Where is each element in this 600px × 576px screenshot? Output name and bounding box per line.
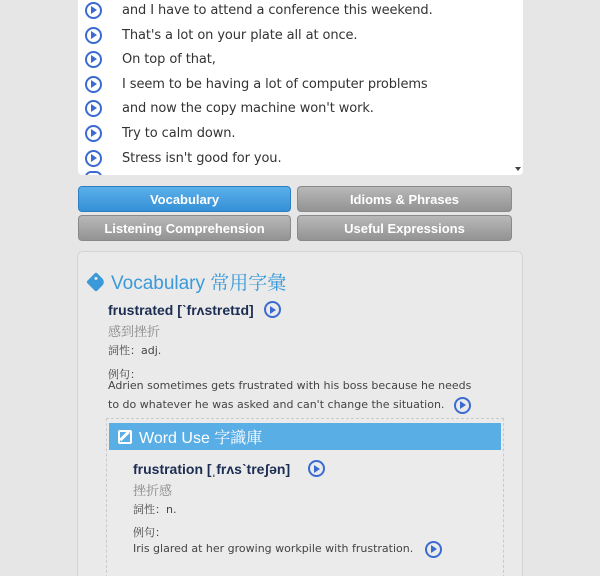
worduse-word: frustration [ˌfrʌsˋtreʃən]	[133, 460, 291, 477]
play-icon[interactable]	[85, 76, 102, 93]
vocab-part-of-speech: 詞性：adj.	[108, 344, 162, 357]
play-icon[interactable]	[85, 171, 102, 175]
dialogue-line	[78, 23, 508, 47]
worduse-example	[133, 539, 503, 558]
example-label: 例句：	[108, 368, 141, 381]
tab-useful-expressions[interactable]: Useful Expressions	[297, 215, 512, 241]
play-icon[interactable]	[85, 2, 102, 19]
vocab-word-row	[108, 301, 281, 318]
tab-listening-comprehension[interactable]: Listening Comprehension	[78, 215, 291, 241]
dialogue-line-text: That's a lot on your plate all at once.	[122, 27, 358, 43]
vocab-example	[108, 376, 478, 414]
vocabulary-heading	[86, 268, 286, 295]
dialogue-list[interactable]	[78, 0, 523, 175]
dialogue-line-text: Stress isn't good for you.	[122, 150, 282, 166]
dialogue-line-text: I seem to be having a lot of computer problems	[122, 76, 428, 92]
play-icon[interactable]	[85, 125, 102, 142]
play-icon[interactable]	[264, 301, 281, 318]
play-icon[interactable]	[85, 150, 102, 167]
dialogue-line	[78, 96, 508, 120]
play-icon[interactable]	[85, 100, 102, 117]
play-icon[interactable]	[85, 27, 102, 44]
play-icon[interactable]	[425, 541, 442, 558]
dialogue-line-text: and now the copy machine won't work.	[122, 100, 374, 116]
worduse-word-row	[133, 460, 325, 477]
word-use-title: Word Use 字識庫	[139, 430, 263, 447]
dialogue-line	[78, 72, 508, 96]
worduse-example-text: Iris glared at her growing workpile with frustration.	[133, 542, 414, 555]
word-use-section	[106, 418, 504, 576]
vocab-chinese: 感到挫折	[108, 324, 161, 339]
vocabulary-panel	[77, 251, 523, 576]
dialogue-line-text: On top of that,	[122, 51, 216, 67]
example-label: 例句：	[133, 526, 166, 539]
scroll-down-arrow[interactable]	[515, 167, 521, 171]
word-use-header	[109, 423, 501, 450]
vocab-example-text: Adrien sometimes gets frustrated with his boss because he needs to do whatever he was asked and can't change the situation.	[108, 379, 472, 411]
dialogue-line	[78, 47, 508, 71]
worduse-part-of-speech: 詞性：n.	[133, 503, 177, 516]
dialogue-line	[78, 146, 508, 170]
play-icon[interactable]	[85, 51, 102, 68]
tab-vocabulary[interactable]: Vocabulary	[78, 186, 291, 212]
edit-icon	[118, 430, 132, 444]
vocabulary-title: Vocabulary 常用字彙	[111, 273, 287, 294]
dialogue-line-text: and I have to attend a conference this weekend.	[122, 2, 433, 18]
play-icon[interactable]	[454, 397, 471, 414]
tab-idioms-phrases[interactable]: Idioms & Phrases	[297, 186, 512, 212]
dialogue-line	[78, 121, 508, 145]
worduse-chinese: 挫折感	[133, 483, 173, 498]
tag-icon	[86, 272, 106, 292]
vocab-word: frustrated [ˋfrʌstretɪd]	[108, 301, 254, 318]
dialogue-line-text: Try to calm down.	[122, 125, 236, 141]
play-icon[interactable]	[308, 460, 325, 477]
dialogue-line	[78, 0, 508, 22]
